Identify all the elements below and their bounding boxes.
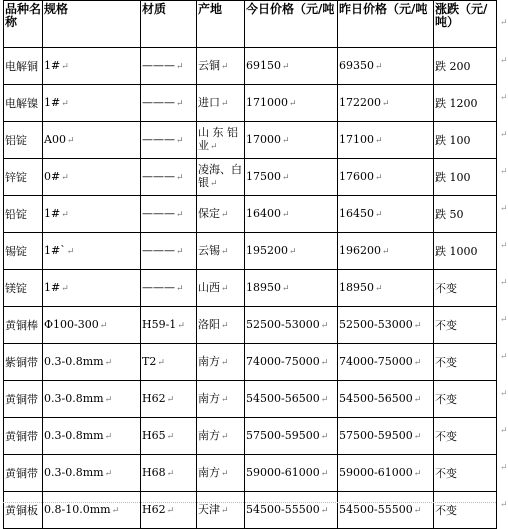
cell-text: 17500 <box>246 169 281 183</box>
cell-text: 电解铜 <box>5 59 38 73</box>
cell-text: 172200 <box>339 95 381 109</box>
return-mark-icon: ↵ <box>282 209 290 220</box>
cell-yesterday-price <box>338 344 434 381</box>
cell-text: 黄铜带 <box>5 392 38 406</box>
cell-text: 195200 <box>246 243 288 257</box>
cell-text: 59000-61000 <box>339 465 413 479</box>
cell-material <box>141 492 197 529</box>
return-mark-icon: ↵ <box>320 357 329 368</box>
return-mark-icon: ↵ <box>66 135 75 146</box>
return-mark-icon: ↵ <box>375 209 383 220</box>
return-mark-icon: ↵ <box>382 98 390 109</box>
cell-name <box>4 196 43 233</box>
cell-text: 云铜 <box>198 58 220 72</box>
cell-text: 铝锭 <box>5 133 27 147</box>
return-mark-icon: ↵ <box>320 394 329 405</box>
table-row <box>4 233 497 270</box>
cell-text: 保定 <box>198 206 220 220</box>
cell-origin <box>197 48 245 85</box>
cell-spec <box>43 48 141 85</box>
cell-change <box>434 85 497 122</box>
cell-text: 1#` <box>44 243 66 257</box>
cell-today-price <box>245 455 338 492</box>
cell-today-price <box>245 233 338 270</box>
cell-name <box>4 492 43 529</box>
cell-material <box>141 381 197 418</box>
cell-yesterday-price <box>338 381 434 418</box>
header-cell-today-price: 今日价格（元/吨 <box>245 1 338 48</box>
cell-text: H59-1 <box>142 317 177 331</box>
return-mark-icon: ↵ <box>99 320 108 331</box>
cell-text: 锡锭 <box>5 244 27 258</box>
cell-text: 57500-59500 <box>246 428 320 442</box>
return-mark-icon: ↵ <box>282 172 290 183</box>
return-mark-icon: ↵ <box>375 283 383 294</box>
cell-text: 天津 <box>198 502 220 516</box>
edge-return-mark-icon: ↵ <box>500 463 508 473</box>
return-mark-icon: ↵ <box>375 172 383 183</box>
cell-today-price <box>245 270 338 307</box>
cell-text: 0.3-0.8mm <box>44 428 104 442</box>
cell-name <box>4 270 43 307</box>
return-mark-icon: ↵ <box>221 246 229 257</box>
cell-text: T2 <box>142 354 157 368</box>
table-row <box>4 122 497 159</box>
page-bottom-border <box>3 502 496 505</box>
return-mark-icon: ↵ <box>221 283 229 294</box>
return-mark-icon: ↵ <box>221 209 229 220</box>
cell-text: 跌 100 <box>435 170 471 184</box>
cell-text: 紫铜带 <box>5 355 38 369</box>
cell-yesterday-price <box>338 122 434 159</box>
return-mark-icon: ↵ <box>221 394 229 405</box>
cell-origin <box>197 233 245 270</box>
cell-origin <box>197 381 245 418</box>
cell-text: 0# <box>44 169 61 183</box>
cell-text: A00 <box>44 132 66 146</box>
cell-material <box>141 233 197 270</box>
cell-spec <box>43 85 141 122</box>
return-mark-icon: ↵ <box>176 61 184 72</box>
return-mark-icon: ↵ <box>289 98 297 109</box>
cell-spec <box>43 455 141 492</box>
cell-change <box>434 307 497 344</box>
return-mark-icon: ↵ <box>320 320 329 331</box>
return-mark-icon: ↵ <box>61 209 69 220</box>
table-row <box>4 381 497 418</box>
cell-text: Φ100-300 <box>44 317 99 331</box>
return-mark-icon: ↵ <box>176 246 184 257</box>
return-mark-icon: ↵ <box>61 61 69 72</box>
table-row <box>4 48 497 85</box>
cell-text: ——— <box>142 280 175 294</box>
cell-change <box>434 233 497 270</box>
edge-return-mark-icon: ↵ <box>500 56 508 66</box>
return-mark-icon: ↵ <box>176 209 184 220</box>
return-mark-icon: ↵ <box>221 357 229 368</box>
edge-return-mark-icon: ↵ <box>500 352 508 362</box>
cell-text: 不变 <box>435 318 457 332</box>
cell-spec <box>43 159 141 196</box>
cell-text: 云锡 <box>198 243 220 257</box>
edge-return-mark-icon: ↵ <box>500 167 508 177</box>
cell-yesterday-price <box>338 455 434 492</box>
cell-text: ——— <box>142 95 175 109</box>
cell-today-price <box>245 85 338 122</box>
cell-change <box>434 381 497 418</box>
return-mark-icon: ↵ <box>382 246 390 257</box>
cell-text: 16450 <box>339 206 374 220</box>
cell-text: H68 <box>142 465 166 479</box>
edge-return-mark-icon: ↵ <box>500 500 508 510</box>
return-mark-icon: ↵ <box>157 357 165 368</box>
edge-return-mark-icon: ↵ <box>500 204 508 214</box>
table-row <box>4 344 497 381</box>
cell-name <box>4 455 43 492</box>
cell-spec <box>43 344 141 381</box>
return-mark-icon: ↵ <box>176 98 184 109</box>
cell-change <box>434 122 497 159</box>
return-mark-icon: ↵ <box>413 505 422 516</box>
return-mark-icon: ↵ <box>221 468 229 479</box>
table-row <box>4 159 497 196</box>
cell-text: 铅锭 <box>5 207 27 221</box>
cell-origin <box>197 122 245 159</box>
cell-text: 54500-56500 <box>339 391 413 405</box>
cell-change <box>434 418 497 455</box>
return-mark-icon: ↵ <box>166 431 175 442</box>
cell-name <box>4 307 43 344</box>
return-mark-icon: ↵ <box>177 320 185 331</box>
cell-name <box>4 85 43 122</box>
cell-origin <box>197 85 245 122</box>
cell-text: 69150 <box>246 58 281 72</box>
cell-text: 54500-55500 <box>339 502 413 516</box>
cell-spec <box>43 122 141 159</box>
cell-material <box>141 122 197 159</box>
cell-text: 0.3-0.8mm <box>44 465 104 479</box>
return-mark-icon: ↵ <box>176 135 184 146</box>
metal-price-table <box>3 0 497 529</box>
cell-yesterday-price <box>338 159 434 196</box>
cell-yesterday-price <box>338 492 434 529</box>
cell-text: 南方 <box>198 391 220 405</box>
cell-material <box>141 48 197 85</box>
return-mark-icon: ↵ <box>210 179 218 189</box>
cell-today-price <box>245 492 338 529</box>
edge-return-mark-icon: ↵ <box>500 241 508 251</box>
cell-text: 黄铜板 <box>5 503 38 517</box>
return-mark-icon: ↵ <box>375 135 383 146</box>
cell-today-price <box>245 48 338 85</box>
cell-text: ——— <box>142 169 175 183</box>
cell-spec <box>43 381 141 418</box>
cell-spec <box>43 233 141 270</box>
cell-text: 69350 <box>339 58 374 72</box>
cell-change <box>434 455 497 492</box>
cell-text: 1# <box>44 58 61 72</box>
cell-text: 16400 <box>246 206 281 220</box>
cell-text: 镁锭 <box>5 281 27 295</box>
header-row <box>4 1 497 48</box>
cell-yesterday-price <box>338 270 434 307</box>
cell-today-price <box>245 159 338 196</box>
return-mark-icon: ↵ <box>61 98 69 109</box>
cell-text: 0.8-10.0mm <box>44 502 111 516</box>
return-mark-icon: ↵ <box>111 505 120 516</box>
return-mark-icon: ↵ <box>104 394 113 405</box>
cell-text: 洛阳 <box>198 317 220 331</box>
cell-text: H62 <box>142 502 166 516</box>
cell-yesterday-price <box>338 85 434 122</box>
return-mark-icon: ↵ <box>61 172 69 183</box>
cell-change <box>434 492 497 529</box>
return-mark-icon: ↵ <box>104 357 113 368</box>
edge-return-mark-icon: ↵ <box>500 93 508 103</box>
cell-text: 不变 <box>435 392 457 406</box>
table-row <box>4 270 497 307</box>
cell-material <box>141 196 197 233</box>
cell-text: 锌锭 <box>5 170 27 184</box>
cell-text: 跌 1000 <box>435 244 478 258</box>
return-mark-icon: ↵ <box>375 61 383 72</box>
table-row <box>4 418 497 455</box>
cell-text: 0.3-0.8mm <box>44 391 104 405</box>
header-cell-yesterday-price: 昨日价格（元/吨 <box>338 1 434 48</box>
cell-spec <box>43 307 141 344</box>
return-mark-icon: ↵ <box>166 468 175 479</box>
table-row <box>4 492 497 529</box>
header-cell-material: 材质 <box>141 1 197 48</box>
cell-yesterday-price <box>338 233 434 270</box>
return-mark-icon: ↵ <box>104 468 113 479</box>
cell-name <box>4 418 43 455</box>
cell-text: 跌 100 <box>435 133 471 147</box>
return-mark-icon: ↵ <box>282 283 290 294</box>
cell-text: 电解镍 <box>5 96 38 110</box>
table-row <box>4 196 497 233</box>
cell-text: 跌 1200 <box>435 96 478 110</box>
header-cell-spec: 规格 <box>43 1 141 48</box>
cell-today-price <box>245 418 338 455</box>
edge-return-mark-icon: ↵ <box>500 315 508 325</box>
return-mark-icon: ↵ <box>166 394 175 405</box>
cell-text: 1# <box>44 95 61 109</box>
cell-name <box>4 344 43 381</box>
cell-change <box>434 48 497 85</box>
cell-text: ——— <box>142 206 175 220</box>
cell-material <box>141 85 197 122</box>
cell-text: 南方 <box>198 465 220 479</box>
cell-change <box>434 159 497 196</box>
cell-spec <box>43 196 141 233</box>
cell-text: 17100 <box>339 132 374 146</box>
cell-text: H65 <box>142 428 166 442</box>
cell-origin <box>197 159 245 196</box>
cell-text: 跌 200 <box>435 59 471 73</box>
cell-origin <box>197 492 245 529</box>
cell-text: 74000-75000 <box>339 354 413 368</box>
cell-origin <box>197 418 245 455</box>
cell-text: 52500-53000 <box>246 317 320 331</box>
cell-text: 1# <box>44 280 61 294</box>
return-mark-icon: ↵ <box>320 431 329 442</box>
table-row <box>4 307 497 344</box>
cell-spec <box>43 418 141 455</box>
return-mark-icon: ↵ <box>61 283 69 294</box>
return-mark-icon: ↵ <box>413 394 422 405</box>
cell-text: 进口 <box>198 95 220 109</box>
table-row <box>4 85 497 122</box>
header-cell-name: 品种名称 <box>4 1 43 48</box>
cell-text: 黄铜带 <box>5 429 38 443</box>
cell-text: 南方 <box>198 428 220 442</box>
table-row <box>4 455 497 492</box>
cell-origin <box>197 270 245 307</box>
cell-name <box>4 122 43 159</box>
edge-return-mark-icon: ↵ <box>500 278 508 288</box>
cell-text: 0.3-0.8mm <box>44 354 104 368</box>
cell-text: 54500-55500 <box>246 502 320 516</box>
return-mark-icon: ↵ <box>104 431 113 442</box>
cell-material <box>141 418 197 455</box>
cell-text: 南方 <box>198 354 220 368</box>
cell-today-price <box>245 381 338 418</box>
return-mark-icon: ↵ <box>320 468 329 479</box>
cell-text: H62 <box>142 391 166 405</box>
return-mark-icon: ↵ <box>221 61 229 72</box>
return-mark-icon: ↵ <box>413 320 422 331</box>
return-mark-icon: ↵ <box>413 431 422 442</box>
cell-text: 1# <box>44 206 61 220</box>
return-mark-icon: ↵ <box>413 357 422 368</box>
header-cell-origin: 产地 <box>197 1 245 48</box>
return-mark-icon: ↵ <box>221 505 229 516</box>
cell-name <box>4 381 43 418</box>
cell-name <box>4 159 43 196</box>
cell-origin <box>197 344 245 381</box>
return-mark-icon: ↵ <box>289 246 297 257</box>
cell-text: 黄铜棒 <box>5 318 38 332</box>
cell-today-price <box>245 344 338 381</box>
return-mark-icon: ↵ <box>221 320 229 331</box>
return-mark-icon: ↵ <box>320 505 329 516</box>
cell-spec <box>43 492 141 529</box>
cell-text: 不变 <box>435 355 457 369</box>
cell-text: 黄铜带 <box>5 466 38 480</box>
cell-material <box>141 159 197 196</box>
cell-text: 山西 <box>198 280 220 294</box>
cell-text: 18950 <box>339 280 374 294</box>
return-mark-icon: ↵ <box>176 172 184 183</box>
cell-material <box>141 455 197 492</box>
price-table-body <box>4 1 497 529</box>
cell-today-price <box>245 196 338 233</box>
cell-yesterday-price <box>338 307 434 344</box>
cell-text: 不变 <box>435 503 457 517</box>
cell-text: 不变 <box>435 466 457 480</box>
cell-text: 57500-59500 <box>339 428 413 442</box>
cell-yesterday-price <box>338 418 434 455</box>
edge-return-mark-icon: ↵ <box>500 18 508 28</box>
cell-text: 171000 <box>246 95 288 109</box>
cell-material <box>141 307 197 344</box>
cell-origin <box>197 307 245 344</box>
cell-change <box>434 196 497 233</box>
cell-text: 54500-56500 <box>246 391 320 405</box>
edge-return-mark-icon: ↵ <box>500 389 508 399</box>
cell-text: 山 东 铝业 <box>198 126 238 152</box>
return-mark-icon: ↵ <box>166 505 175 516</box>
cell-today-price <box>245 307 338 344</box>
cell-text: 17600 <box>339 169 374 183</box>
cell-name <box>4 48 43 85</box>
return-mark-icon: ↵ <box>210 142 218 152</box>
cell-text: 74000-75000 <box>246 354 320 368</box>
return-mark-icon: ↵ <box>176 283 184 294</box>
cell-text: 不变 <box>435 281 457 295</box>
return-mark-icon: ↵ <box>221 98 229 109</box>
cell-text: ——— <box>142 58 175 72</box>
cell-name <box>4 233 43 270</box>
header-cell-change: 涨跌（元/吨） <box>434 1 497 48</box>
edge-return-mark-icon: ↵ <box>500 130 508 140</box>
cell-text: 52500-53000 <box>339 317 413 331</box>
cell-text: ——— <box>142 132 175 146</box>
cell-text: 不变 <box>435 429 457 443</box>
cell-text: 17000 <box>246 132 281 146</box>
cell-change <box>434 270 497 307</box>
cell-yesterday-price <box>338 48 434 85</box>
cell-material <box>141 344 197 381</box>
cell-text: 18950 <box>246 280 281 294</box>
return-mark-icon: ↵ <box>221 431 229 442</box>
cell-origin <box>197 455 245 492</box>
cell-text: 59000-61000 <box>246 465 320 479</box>
cell-material <box>141 270 197 307</box>
cell-text: 跌 50 <box>435 207 464 221</box>
cell-text: 凌海、白银 <box>198 163 242 189</box>
return-mark-icon: ↵ <box>282 135 290 146</box>
cell-text: ——— <box>142 243 175 257</box>
return-mark-icon: ↵ <box>66 246 75 257</box>
cell-origin <box>197 196 245 233</box>
return-mark-icon: ↵ <box>282 61 290 72</box>
edge-return-mark-icon: ↵ <box>500 426 508 436</box>
cell-yesterday-price <box>338 196 434 233</box>
cell-today-price <box>245 122 338 159</box>
cell-spec <box>43 270 141 307</box>
return-mark-icon: ↵ <box>413 468 422 479</box>
cell-text: 196200 <box>339 243 381 257</box>
cell-change <box>434 344 497 381</box>
